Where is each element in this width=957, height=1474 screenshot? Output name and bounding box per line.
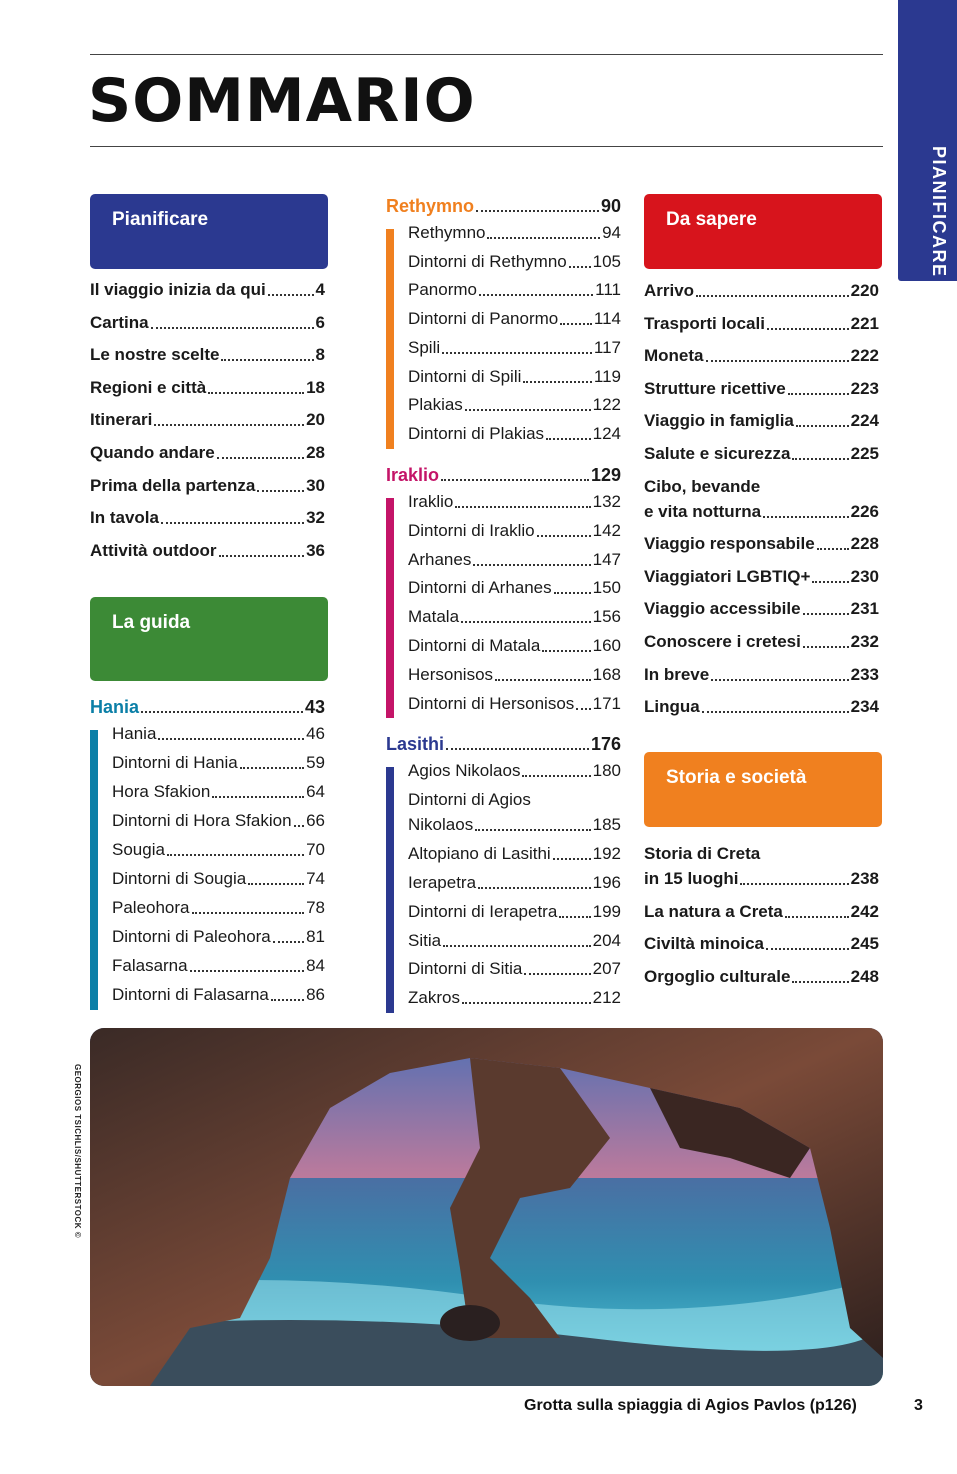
toc-entry-page: 132 [592,492,621,511]
toc-entry-page: 232 [850,632,879,651]
page-number: 3 [914,1397,923,1414]
toc-entry-label-line1: Dintorni di Agios [408,789,531,809]
toc-entry-label: Zakros [408,988,460,1008]
toc-entry-label: Dintorni di Iraklio [408,520,535,540]
leader-dots [553,857,591,860]
toc-entry-page: 6 [315,312,325,332]
leader-dots [219,554,305,557]
toc-entry-row [644,444,879,464]
toc-entry-label: Lasithi [386,734,445,754]
toc-entry-row [408,424,621,444]
toc-entry-page: 245 [850,934,879,954]
toc-entry-row [408,338,621,358]
toc-entry-page: 111 [595,280,621,300]
toc-entry-label: Salute e sicurezza [644,444,791,463]
toc-entry-row [90,313,325,333]
toc-entry-label: Iraklio [408,492,454,511]
toc-entry-row [644,411,879,431]
leader-dots [767,327,849,330]
toc-entry-page: 147 [592,549,621,569]
leader-dots [158,737,304,740]
toc-entry-label: Civiltà minoica [644,934,764,954]
title-rule [90,146,883,147]
toc-entry-page: 176 [590,734,621,754]
toc-entry-row [408,665,621,685]
toc-entry-row [644,599,879,619]
toc-entry-page: 231 [850,599,879,619]
leader-dots [803,645,849,648]
leader-dots [455,505,590,508]
toc-entry-row [112,753,325,773]
toc-entry-label: Dintorni di Sougia [112,869,247,888]
toc-entry-label: Nikolaos [408,814,474,834]
toc-entry-page: 168 [592,664,621,684]
leader-dots [560,322,592,325]
toc-entry-label: Dintorni di Ierapetra [408,901,558,921]
toc-entry-label: Paleohora [112,898,190,917]
section-label: La guida [112,612,191,633]
toc-entry-row [90,345,325,365]
toc-entry-label: Strutture ricettive [644,378,786,398]
toc-entry-page: 192 [592,843,621,863]
leader-dots [803,612,849,615]
region-color-bar [386,498,394,718]
leader-dots [141,710,303,713]
leader-dots [161,521,304,524]
toc-entry-label: Conoscere i cretesi [644,632,801,651]
leader-dots [523,380,592,383]
toc-entry-row [408,367,621,387]
toc-entry-row [90,541,325,561]
toc-entry-label: Rethymno [386,196,475,216]
toc-entry-page: 124 [592,423,621,443]
toc-entry-page: 204 [592,930,621,950]
leader-dots [212,795,304,798]
toc-entry-label: Dintorni di Paleohora [112,927,271,946]
toc-entry-row [644,534,879,554]
toc-entry-page: 248 [850,966,879,986]
toc-entry-row [408,223,621,243]
toc-entry-page: 224 [850,411,879,431]
toc-entry-page: 150 [592,578,621,598]
toc-entry-row [408,578,621,598]
leader-dots [154,423,304,426]
toc-entry-label: Rethymno [408,223,486,242]
toc-entry-row [644,665,879,685]
leader-dots [569,265,591,268]
toc-entry-row [644,567,879,587]
toc-entry-row [408,280,621,300]
toc-entry-label: Dintorni di Sitia [408,959,523,979]
leader-dots [740,882,848,885]
toc-entry-row [112,956,325,976]
toc-entry-row [408,815,621,835]
leader-dots [240,766,304,769]
side-tab-label: PIANIFICARE [929,146,949,278]
toc-entry-page: 43 [304,697,325,717]
toc-entry-page: 142 [592,520,621,540]
toc-entry-row [90,443,325,463]
toc-entry-row [644,902,879,922]
toc-entry-row [408,550,621,570]
toc-entry-page: 30 [306,475,325,495]
toc-entry-label: In tavola [90,508,159,528]
toc-entry-page: 233 [850,664,879,684]
toc-entry-label: Le nostre scelte [90,345,220,365]
toc-entry-page: 160 [592,636,621,655]
toc-entry-row [90,378,325,398]
toc-entry-page: 223 [850,378,879,398]
toc-entry-page: 64 [306,782,325,801]
toc-entry-page: 228 [850,534,879,554]
leader-dots [522,774,590,777]
toc-entry-page: 32 [306,508,325,528]
toc-entry-page: 18 [306,377,325,397]
leader-dots [702,710,849,713]
toc-entry-label: Dintorni di Hania [112,753,238,772]
toc-entry-label: Iraklio [386,465,440,485]
toc-entry-label: in 15 luoghi [644,869,739,888]
toc-entry-page: 199 [592,901,621,921]
toc-entry-label: Viaggio in famiglia [644,411,794,431]
photo-credit: GEORGIOS TSICHLIS/SHUTTERSTOCK © [73,1064,82,1239]
toc-entry-page: 119 [593,366,621,386]
toc-entry-page: 70 [306,840,325,859]
toc-entry-label: Panormo [408,280,477,300]
toc-entry-page: 90 [600,196,621,216]
leader-dots [190,969,304,972]
toc-entry-label: Matala [408,607,460,627]
toc-entry-row [112,985,325,1005]
toc-entry-page: 117 [593,337,621,357]
toc-entry-row [90,697,325,717]
toc-entry-row [408,252,621,272]
toc-entry-page: 4 [315,280,325,299]
leader-dots [559,915,590,918]
toc-entry-label: Prima della partenza [90,475,256,495]
toc-entry-row [408,607,621,627]
photo-caption: Grotta sulla spiaggia di Agios Pavlos (p126) [524,1397,857,1414]
region-color-bar [386,767,394,1013]
toc-entry-label: Plakias [408,395,463,415]
toc-entry-label: Lingua [644,697,700,717]
toc-entry-page: 8 [315,345,325,365]
toc-entry-label-line1: Cibo, bevande [644,476,761,496]
toc-entry-page: 212 [592,988,621,1008]
toc-entry-row [112,927,325,947]
toc-entry-label: Sitia [408,930,442,950]
toc-entry-page: 74 [306,869,325,888]
toc-entry-label: Viaggiatori LGBTIQ+ [644,566,811,586]
toc-entry-row [90,476,325,496]
toc-entry-label: Trasporti locali [644,313,765,333]
toc-entry-label: Altopiano di Lasithi [408,843,551,863]
toc-entry-label: Attività outdoor [90,540,217,560]
leader-dots [446,747,589,750]
toc-entry-label: Dintorni di Hora Sfakion [112,811,292,830]
leader-dots [542,649,590,652]
toc-entry-row [90,280,325,300]
toc-entry-page: 84 [306,956,325,975]
leader-dots [763,515,849,518]
toc-entry-row [112,869,325,889]
leader-dots [192,911,305,914]
toc-entry-label: Dintorni di Spili [408,366,522,386]
toc-entry-row [408,959,621,979]
leader-dots [546,437,591,440]
section-box-pianificare[interactable] [90,194,328,269]
leader-dots [785,915,849,918]
toc-entry-label: Moneta [644,346,704,366]
leader-dots [817,547,849,550]
leader-dots [294,824,305,827]
leader-dots [554,591,591,594]
toc-entry-page: 28 [306,443,325,462]
toc-entry-label: Hania [112,724,157,743]
toc-entry-row [644,632,879,652]
toc-entry-page: 180 [592,761,621,780]
toc-entry-label: Cartina [90,312,149,332]
toc-entry-row [408,395,621,415]
toc-entry-label: Dintorni di Plakias [408,423,545,443]
leader-dots [478,886,591,889]
toc-entry-label: Dintorni di Rethymno [408,251,567,271]
toc-entry-label: Dintorni di Arhanes [408,578,552,598]
toc-entry-label: Spili [408,337,441,357]
leader-dots [461,620,591,623]
toc-entry-label: Quando andare [90,443,215,462]
toc-entry-label: Dintorni di Matala [408,636,541,655]
toc-entry-label: Regioni e città [90,377,207,397]
toc-entry-page: 156 [592,607,621,627]
leader-dots [524,972,590,975]
toc-entry-page: 122 [592,395,621,415]
toc-entry-page: 59 [306,753,325,772]
section-label: Storia e società [666,767,807,788]
toc-entry-label: Orgoglio culturale [644,966,791,986]
leader-dots [812,580,848,583]
toc-entry-page: 66 [306,811,325,830]
leader-dots [248,882,304,885]
toc-entry-page: 129 [590,465,621,485]
toc-entry-row [408,873,621,893]
toc-entry-row [644,697,879,717]
leader-dots [268,293,314,296]
leader-dots [257,489,304,492]
toc-entry-label: e vita notturna [644,501,762,521]
toc-entry-page: 234 [850,697,879,717]
toc-entry-page: 105 [592,251,621,271]
toc-entry-label: In breve [644,664,710,684]
toc-entry-label: Hora Sfakion [112,782,211,801]
leader-dots [273,940,304,943]
toc-entry-row [408,636,621,656]
toc-entry-row [386,734,621,754]
toc-entry-row [112,782,325,802]
leader-dots [476,209,599,212]
toc-entry-row [408,492,621,512]
leader-dots [465,408,591,411]
region-color-bar [90,730,98,1010]
toc-entry-row [408,988,621,1008]
leader-dots [441,478,589,481]
toc-entry-row [112,898,325,918]
leader-dots [576,707,590,710]
toc-entry-label: Falasarna [112,956,188,975]
toc-entry-label: Ierapetra [408,872,477,892]
toc-entry-page: 207 [592,959,621,979]
page-title: SOMMARIO [88,66,476,136]
toc-entry-page: 238 [850,869,879,888]
toc-entry-page: 225 [850,444,879,463]
leader-dots [271,998,304,1001]
toc-entry-label-line1: Storia di Creta [644,844,761,863]
section-label: Pianificare [112,209,209,230]
leader-dots [221,358,313,361]
toc-entry-row [408,309,621,329]
leader-dots [792,980,848,983]
leader-dots [442,351,592,354]
toc-entry-row [644,379,879,399]
leader-dots [788,392,849,395]
toc-entry-label: La natura a Creta [644,901,783,921]
leader-dots [208,391,304,394]
leader-dots [766,947,849,950]
toc-entry-label: Arhanes [408,549,472,569]
region-color-bar [386,229,394,449]
toc-entry-row [408,521,621,541]
toc-entry-row [644,346,879,366]
toc-entry-page: 220 [850,281,879,300]
toc-entry-row [644,502,879,522]
top-rule [90,54,883,55]
leader-dots [462,1001,591,1004]
toc-entry-page: 86 [306,985,325,1004]
toc-entry-page: 78 [306,898,325,917]
toc-entry-page: 20 [306,410,325,430]
toc-entry-page: 221 [850,313,879,333]
toc-entry-row [112,724,325,744]
leader-dots [167,853,304,856]
toc-entry-row [644,314,879,334]
toc-entry-page: 185 [592,814,621,834]
toc-entry-page: 226 [850,501,879,521]
toc-entry-row [112,811,325,831]
toc-entry-page: 94 [602,223,621,242]
cave-beach-photo [90,1028,883,1386]
toc-entry-label: Hersonisos [408,664,494,684]
leader-dots [696,294,849,297]
toc-entry-label: Il viaggio inizia da qui [90,280,266,299]
toc-entry-row [644,281,879,301]
toc-entry-row [112,840,325,860]
toc-entry-row [408,931,621,951]
toc-entry-label: Sougia [112,840,165,859]
toc-entry-page: 46 [306,724,325,743]
toc-entry-label: Viaggio accessibile [644,599,801,619]
toc-entry-row [90,410,325,430]
toc-entry-label: Arrivo [644,281,695,300]
toc-entry-row [90,508,325,528]
toc-entry-label: Hania [90,697,140,717]
toc-entry-label: Dintorni di Falasarna [112,985,269,1004]
toc-entry-page: 242 [850,901,879,921]
toc-entry-row [386,465,621,485]
toc-entry-label: Dintorni di Hersonisos [408,693,575,713]
leader-dots [475,828,590,831]
toc-entry-page: 36 [306,540,325,560]
leader-dots [479,293,593,296]
toc-entry-page: 114 [593,309,621,329]
toc-entry-page: 230 [850,566,879,586]
section-box-storia-e-societa[interactable] [644,752,882,827]
toc-entry-label: Agios Nikolaos [408,761,521,780]
leader-dots [151,326,314,329]
toc-entry-label: Dintorni di Panormo [408,309,559,329]
toc-entry-row [644,869,879,889]
toc-entry-page: 222 [850,346,879,366]
leader-dots [443,944,591,947]
toc-entry-row [408,844,621,864]
toc-entry-row [408,761,621,781]
toc-entry-label: Itinerari [90,410,153,430]
section-side-tab[interactable] [898,0,957,281]
toc-entry-row [644,967,879,987]
leader-dots [796,424,849,427]
toc-entry-row [644,934,879,954]
leader-dots [217,456,304,459]
toc-entry-page: 196 [592,872,621,892]
leader-dots [495,678,591,681]
leader-dots [706,359,849,362]
section-box-la-guida[interactable] [90,597,328,681]
leader-dots [487,236,600,239]
leader-dots [792,457,848,460]
leader-dots [711,678,848,681]
toc-entry-row [408,902,621,922]
section-label: Da sapere [666,209,757,230]
section-box-da-sapere[interactable] [644,194,882,269]
toc-entry-page: 81 [306,927,325,946]
toc-entry-page: 171 [592,693,621,713]
toc-entry-row [408,694,621,714]
toc-entry-row [386,196,621,216]
leader-dots [473,563,590,566]
leader-dots [537,534,591,537]
toc-entry-label: Viaggio responsabile [644,534,815,554]
